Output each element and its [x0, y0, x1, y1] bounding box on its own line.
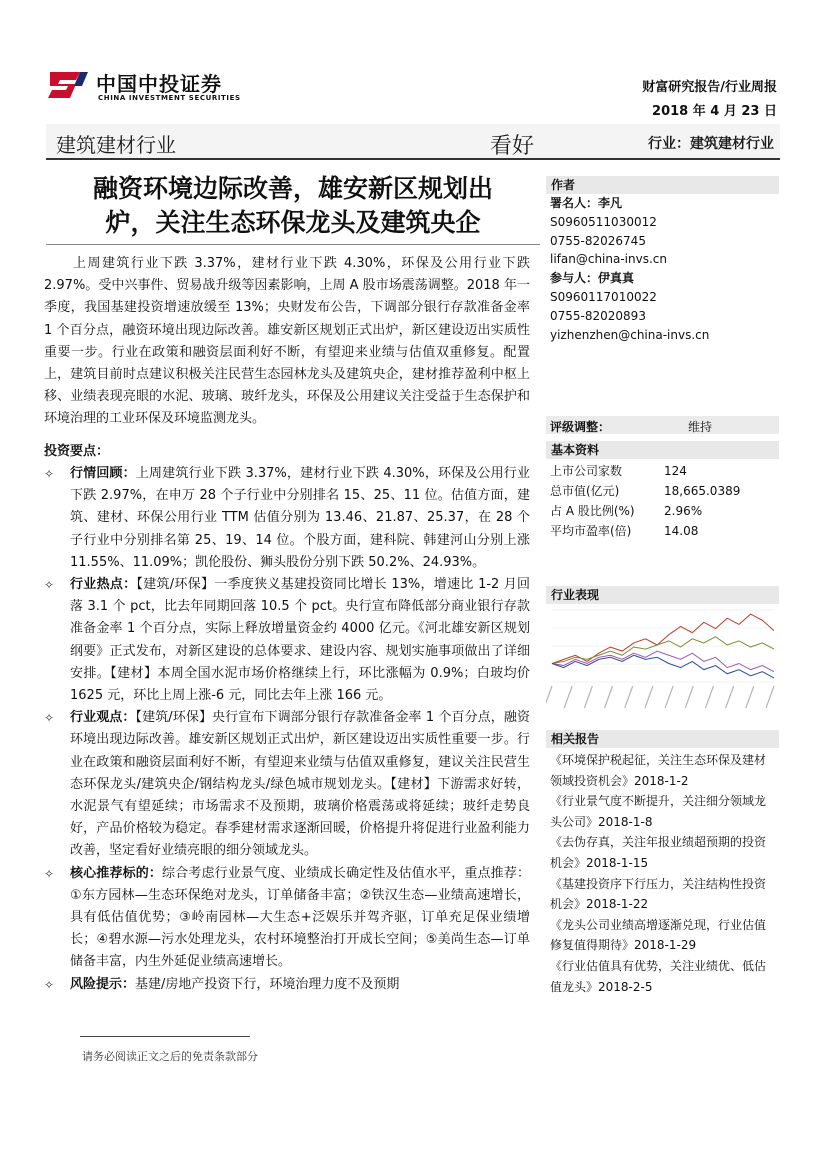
- report-date: 2018 年 4 月 23 日: [652, 104, 777, 119]
- key-point-risk: [44, 974, 530, 996]
- chart-x-tick-label: [685, 686, 693, 708]
- key-point-text: 【建筑/环保】一季度狭义基建投资同比增长 13%，增速比 1-2 月回落 3.1 个 pct，比去年同期回落 10.5 个 pct。央行宣布降低部分商业银行存款准备金率 1 个百分点，实际上释放增量资金约 4000 亿元。《河北雄安新区规划纲要》正式发布，对新区建设的总体要求、建设内容、规划实施事项做出了详细安排。【建材】本周全国水泥市场价格继续上行，环比涨幅为 0.9%；白玻均价 1625 元，环比上周上涨-6 元，同比去年上涨 166 元。: [70, 577, 530, 704]
- author1-email[interactable]: lifan@china-invs.cn: [550, 252, 667, 267]
- chart-x-tick-label: [705, 686, 713, 708]
- basic-info-header: 基本资料: [546, 441, 779, 459]
- chart-x-tick-label: [665, 686, 673, 708]
- stat-label: 占 A 股比例(%): [550, 504, 635, 518]
- author1-id: S0960511030012: [550, 214, 657, 229]
- stat-row: [550, 521, 780, 541]
- industry-name: 建筑建材行业: [56, 133, 176, 157]
- chart-series-line-2: [552, 651, 774, 672]
- diamond-bullet-icon: ✧: [44, 866, 55, 881]
- related-report-item[interactable]: 《行业景气度不断提升，关注细分领域龙头公司》2018-1-8: [550, 794, 767, 829]
- key-point-text: 基建/房地产投资下行，环境治理力度不及预期: [135, 976, 400, 992]
- summary-paragraph: 上周建筑行业下跌 3.37%，建材行业下跌 4.30%，环保及公用行业下跌 2.97%。受中兴事件、贸易战升级等因素影响，上周 A 股市场震荡调整。2018 年一季度，我国基建投资增速放缓至 13%；央财发布公告，下调部分银行存款准备金率 1 个百分点，融资环境出现边际改善。雄安新区规划正式出炉，新区建设迈出实质性重要一步。行业在政策和融资层面利好不断，有望迎来业绩与估值双重修复。配置上，建筑目前时点建议积极关注民营生态园林龙头及建筑央企，建材推荐盈利中枢上移、业绩表现亮眼的水泥、玻璃、玻纤龙头，环保及公用建议关注受益于生态保护和环境治理的工业环保及环境监测龙头。: [44, 256, 530, 427]
- key-point-title: 行情回顾：: [70, 466, 136, 481]
- chart-series-line-0: [552, 614, 774, 663]
- author2-name: 参与人：伊真真: [550, 271, 635, 286]
- stat-label: 平均市盈率(倍): [550, 524, 632, 538]
- diamond-bullet-icon: ✧: [44, 977, 55, 992]
- related-report-item[interactable]: 《龙头公司业绩高增逐渐兑现，行业估值修复值得期待》2018-1-29: [550, 917, 767, 953]
- key-point-text: 上周建筑行业下跌 3.37%，建材行业下跌 4.30%，环保及公用行业下跌 2.97%，在申万 28 个子行业中分别排名 15、25、11 位。估值方面，建筑、建材、环保公用行业 TTM 估值分别为 13.46、21.87、25.37，在 28 个子行业中分别排名第 25、19、14 位。个股方面，建科院、韩建河山分别上涨 11.55%、11.09%；凯伦股份、狮头股份分别下跌 50.2%、24.93%。: [70, 466, 530, 570]
- diamond-bullet-icon: ✧: [44, 711, 55, 726]
- related-reports-list: [550, 750, 776, 997]
- chart-x-ticks: [546, 686, 774, 708]
- related-reports-header: 相关报告: [546, 730, 779, 748]
- key-point-market-review: [44, 463, 530, 574]
- stat-label: 上市公司家数: [550, 464, 623, 478]
- stat-value: 18,665.0389: [664, 484, 741, 498]
- key-point-text: 综合考虑行业景气度、业绩成长确定性及估值水平，重点推荐：①东方园林—生态环保绝对龙头，订单储备丰富；②铁汉生态—业绩高速增长，具有低估值优势；③岭南园林—大生态+泛娱乐并驾齐驱，订单充足保业绩增长；④碧水源—污水处理龙头，农村环境整治打开成长空间；⑤美尚生态—订单储备丰富，内生外延促业绩高速增长。: [70, 865, 530, 970]
- industry-label-right: 行业：建筑建材行业: [648, 136, 774, 152]
- author2-phone: 0755-82020893: [550, 308, 646, 323]
- authors-header: 作者: [546, 176, 779, 194]
- rating-value: 维持: [688, 420, 713, 434]
- stat-row: [550, 481, 780, 501]
- chart-x-tick-label: [625, 686, 633, 708]
- title-divider: [46, 244, 540, 245]
- chart-series-line-1: [552, 637, 774, 664]
- chart-x-tick-label: [584, 686, 592, 708]
- stat-value: 2.96%: [664, 504, 703, 518]
- report-title-line2: 炉，关注生态环保龙头及建筑央企: [105, 208, 481, 237]
- industry-rating: 看好: [490, 134, 535, 159]
- industry-band: [46, 124, 780, 160]
- performance-header: 行业表现: [546, 586, 779, 604]
- key-point-text: 【建筑/环保】央行宣布下调部分银行存款准备金率 1 个百分点，融资环境出现边际改善。雄安新区规划正式出炉，新区建设迈出实质性重要一步。行业在政策和融资层面利好不断，有望迎来业绩与估值双重修复，建议关注民营生态环保龙头/建筑央企/钢结构龙头/绿色城市规划龙头。【建材】下游需求好转，水泥景气有望延续；市场需求不及预期，玻璃价格震荡或将延续；玻纤走势良好，产品价格较为稳定。春季建材需求逐渐回暖，价格提升将促进行业盈利能力改善，坚定看好业绩亮眼的细分领域龙头。: [70, 710, 530, 859]
- logo-icon: [46, 68, 90, 102]
- stat-row: [550, 501, 780, 521]
- diamond-bullet-icon: ✧: [44, 467, 55, 481]
- company-name-cn: 中国中投证券: [96, 72, 222, 96]
- footer-disclaimer: 请务必阅读正文之后的免责条款部分: [82, 1050, 258, 1063]
- key-point-title: 风险提示：: [70, 976, 136, 992]
- key-points-title: 投资要点：: [44, 444, 110, 459]
- chart-x-tick-label: [546, 686, 552, 708]
- report-title: [48, 172, 538, 240]
- related-report-item[interactable]: 《基建投资序下行压力，关注结构性投资机会》2018-1-22: [550, 876, 767, 912]
- related-report-item[interactable]: 《去伪存真，关注年报业绩超预期的投资机会》2018-1-15: [550, 835, 767, 870]
- key-point-title: 核心推荐标的：: [70, 865, 163, 881]
- stat-label: 总市值(亿元): [550, 484, 620, 498]
- report-title-line1: 融资环境边际改善，雄安新区规划出: [92, 174, 493, 203]
- chart-x-tick-label: [645, 686, 653, 708]
- chart-grid: [552, 610, 774, 682]
- diamond-bullet-icon: ✧: [44, 578, 55, 593]
- author1-phone: 0755-82026745: [550, 233, 646, 248]
- stat-row: [550, 461, 780, 481]
- company-logo: [46, 66, 246, 108]
- key-point-title: 行业观点：: [70, 710, 136, 726]
- company-name-en: CHINA INVESTMENT SECURITIES: [98, 94, 241, 102]
- chart-x-tick-label: [605, 686, 613, 708]
- chart-x-tick-label: [726, 686, 734, 708]
- chart-x-tick-label: [746, 686, 754, 708]
- chart-x-tick-label: [766, 686, 774, 708]
- key-point-industry-view: [44, 707, 530, 862]
- related-report-item[interactable]: 《环境保护税起征，关注生态环保及建材领域投资机会》2018-1-2: [550, 753, 767, 788]
- author-info: [550, 194, 709, 344]
- footer-divider: [80, 1036, 250, 1037]
- author1-name: 署名人：李凡: [550, 196, 623, 210]
- stat-value: 124: [664, 464, 687, 478]
- key-point-recommendations: [44, 863, 530, 974]
- author2-email[interactable]: yizhenzhen@china-invs.cn: [550, 327, 710, 342]
- rating-label: 评级调整：: [550, 420, 611, 434]
- author2-id: S0960117010022: [550, 289, 657, 304]
- report-type: 财富研究报告/行业周报: [642, 80, 777, 95]
- chart-x-tick-label: [564, 686, 572, 708]
- key-point-title: 行业热点：: [70, 577, 137, 593]
- stat-value: 14.08: [664, 524, 699, 538]
- key-points-list: [44, 463, 530, 996]
- key-point-hot-topics: [44, 574, 530, 707]
- performance-chart: [546, 604, 780, 716]
- related-report-item[interactable]: 《行业估值具有优势，关注业绩优、低估值龙头》2018-2-5: [550, 958, 767, 994]
